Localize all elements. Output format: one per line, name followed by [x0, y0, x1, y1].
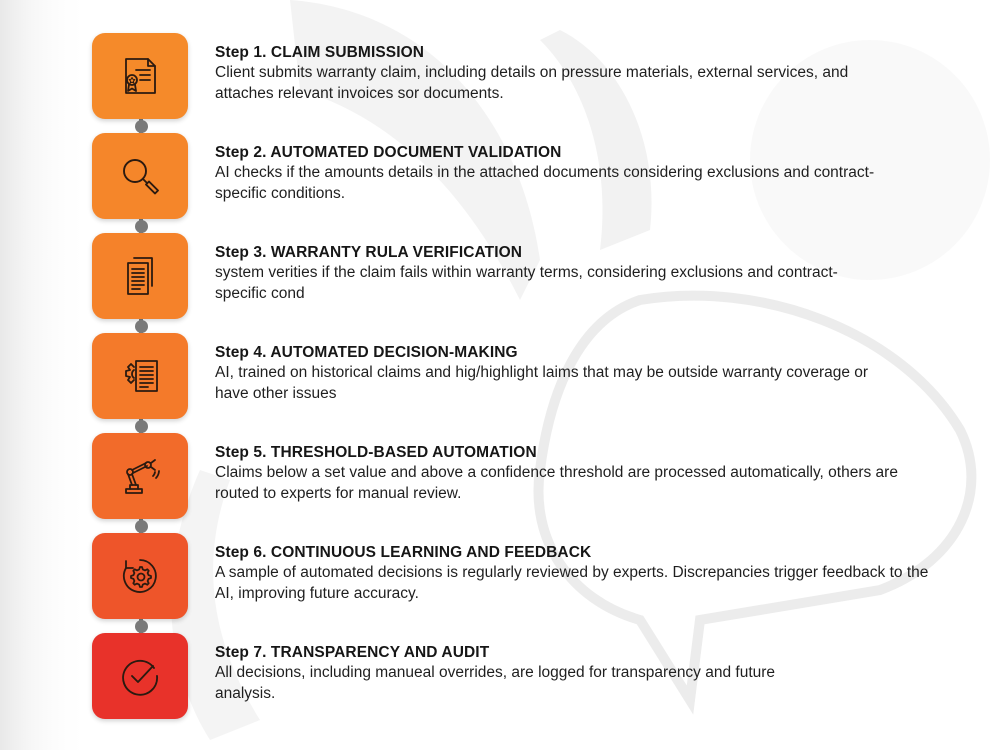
connector-dot: [135, 320, 148, 333]
connector-dot: [135, 420, 148, 433]
magnifier-icon: [120, 156, 160, 196]
documents-stack-icon: [120, 256, 160, 296]
connector-dot: [135, 120, 148, 133]
robotic-arm-icon: [120, 456, 160, 496]
step-title: Step 2. AUTOMATED DOCUMENT VALIDATION: [215, 144, 562, 161]
gear-cycle-icon: [120, 556, 160, 596]
connector-dot: [135, 520, 148, 533]
step-7-icon-box: [92, 633, 188, 719]
step-4: [0, 300, 1000, 400]
step-5: [0, 400, 1000, 500]
step-description: system verities if the claim fails within warranty terms, considering exclusions and contract-specific cond: [215, 264, 838, 302]
step-description: Client submits warranty claim, including details on pressure materials, external services, and attaches relevant invoices sor documents.: [215, 64, 849, 102]
connector-dot: [135, 220, 148, 233]
gear-document-icon: [120, 356, 160, 396]
step-3: [0, 200, 1000, 300]
step-description: AI checks if the amounts details in the attached documents considering exclusions and contract-specific conditions.: [215, 164, 875, 202]
connector-dot: [135, 620, 148, 633]
step-7: [0, 600, 1000, 700]
step-title: Step 3. WARRANTY RULA VERIFICATION: [215, 244, 523, 261]
step-2: [0, 100, 1000, 200]
step-description: AI, trained on historical claims and hig/highlight laims that may be outside warranty coverage or have other issues: [215, 364, 869, 402]
certificate-document-icon: [120, 56, 160, 96]
step-title: Step 1. CLAIM SUBMISSION: [215, 44, 425, 61]
step-description: Claims below a set value and above a confidence threshold are processed automatically, others are routed to experts for manual review.: [215, 464, 898, 502]
step-title: Step 7. TRANSPARENCY AND AUDIT: [215, 644, 490, 661]
step-1: [0, 0, 1000, 100]
step-title: Step 4. AUTOMATED DECISION-MAKING: [215, 344, 518, 361]
step-description: All decisions, including manueal overrides, are logged for transparency and future analysis.: [215, 664, 776, 702]
step-description: A sample of automated decisions is regularly reviewed by experts. Discrepancies trigger feedback to the AI, improving future accuracy.: [215, 564, 929, 602]
step-title: Step 6. CONTINUOUS LEARNING AND FEEDBACK: [215, 544, 592, 561]
checkmark-circle-icon: [120, 656, 160, 696]
step-title: Step 5. THRESHOLD-BASED AUTOMATION: [215, 444, 537, 461]
step-6: [0, 500, 1000, 600]
